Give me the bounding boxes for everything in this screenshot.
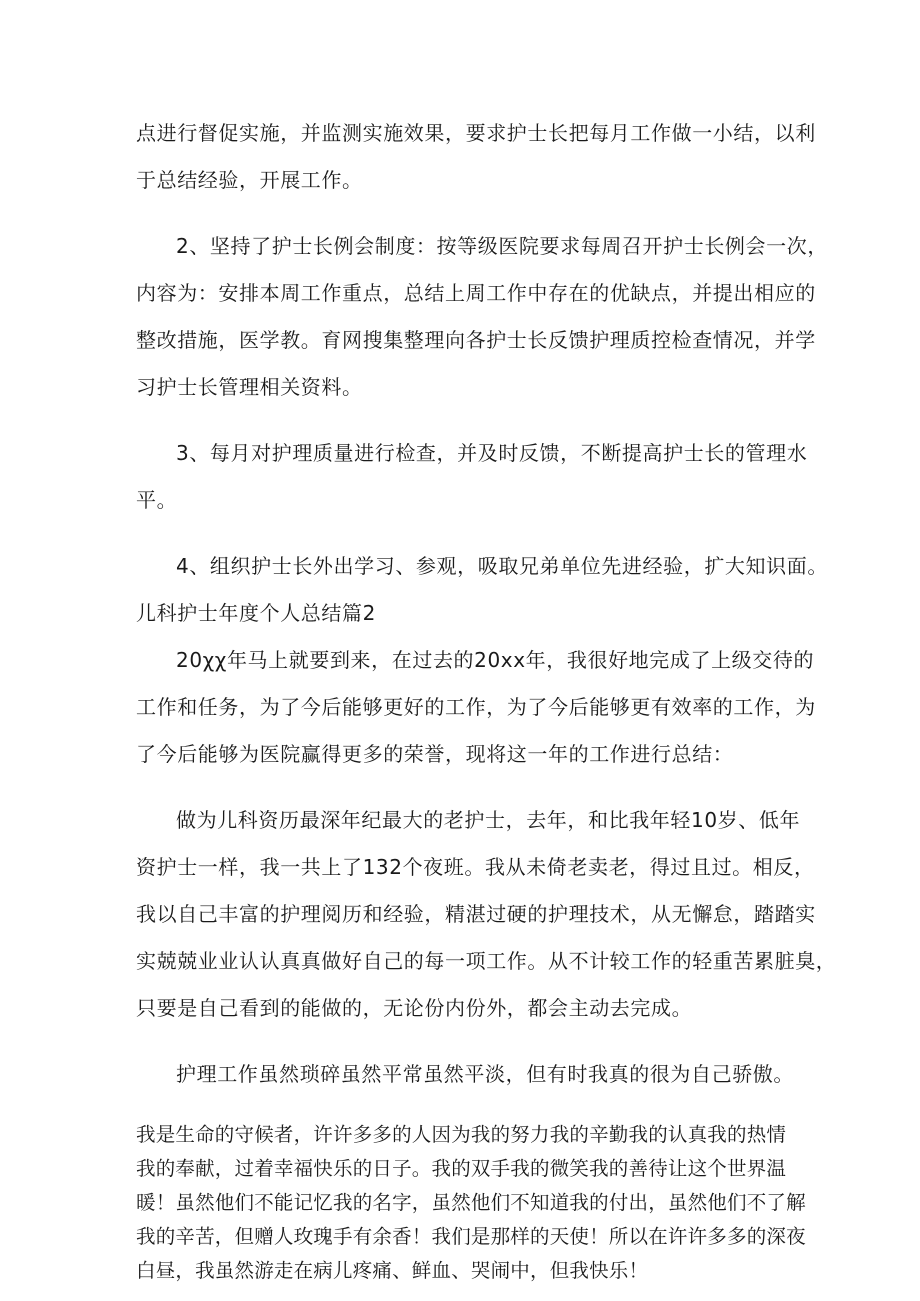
text-line: 20χχ年马上就要到来，在过去的20xx年，我很好地完成了上级交待的: [176, 648, 815, 672]
paragraph-3: [136, 430, 808, 524]
paragraph-4: [136, 543, 828, 590]
text-line: 白昼，我虽然游走在病儿疼痛、鲜血、哭闹中，但我快乐！: [136, 1259, 649, 1282]
text-line: 整改措施，医学教。育网搜集整理向各护士长反馈护理质控检查情况，并学: [136, 328, 816, 352]
paragraph-5: [136, 637, 816, 778]
text-line: 只要是自己看到的能做的，无论份内份外，都会主动去完成。: [136, 996, 693, 1020]
text-line: 我的辛苦，但赠人玫瑰手有余香！我们是那样的天使！所以在许许多多的深夜: [136, 1225, 806, 1248]
paragraph-1: [136, 110, 816, 204]
text-line: 实兢兢业业认认真真做好自己的每一项工作。从不计较工作的轻重苦累脏臭，: [136, 949, 837, 973]
text-line: 我是生命的守候者，许许多多的人因为我的努力我的辛勤我的认真我的热情: [136, 1123, 787, 1146]
text-line: 资护士一样，我一共上了132个夜班。我从未倚老卖老，得过且过。相反，: [136, 855, 815, 879]
text-line: 3、每月对护理质量进行检查，并及时反馈，不断提高护士长的管理水: [176, 441, 808, 465]
closing-paragraph: [136, 1118, 806, 1288]
text-line: 我以自己丰富的护理阅历和经验，精湛过硬的护理技术，从无懈怠，踏踏实: [136, 902, 816, 926]
paragraph-2: [136, 223, 828, 411]
text-line: 2、坚持了护士长例会制度：按等级医院要求每周召开护士长例会一次，: [176, 234, 828, 258]
text-line: 平。: [136, 488, 178, 512]
section-heading: 儿科护士年度个人总结篇2: [136, 601, 376, 625]
text-line: 做为儿科资历最深年纪最大的老护士，去年，和比我年轻10岁、低年: [176, 808, 801, 832]
text-line: 暖！虽然他们不能记忆我的名字，虽然他们不知道我的付出，虽然他们不了解: [136, 1191, 806, 1214]
text-line: 工作和任务，为了今后能够更好的工作，为了今后能够更有效率的工作，为: [136, 695, 816, 719]
document-page: [136, 110, 837, 1288]
text-line: 了今后能够为医院赢得更多的荣誉，现将这一年的工作进行总结：: [136, 742, 734, 766]
text-line: 内容为：安排本周工作重点，总结上周工作中存在的优缺点，并提出相应的: [136, 281, 816, 305]
paragraph-6: [136, 797, 837, 1032]
text-line: 我的奉献，过着幸福快乐的日子。我的双手我的微笑我的善待让这个世界温: [136, 1157, 787, 1180]
text-line: 习护士长管理相关资料。: [136, 375, 363, 399]
paragraph-7: [136, 1051, 796, 1098]
text-line: 4、组织护士长外出学习、参观，吸取兄弟单位先进经验，扩大知识面。: [176, 554, 828, 578]
text-line: 护理工作虽然琐碎虽然平常虽然平淡，但有时我真的很为自己骄傲。: [176, 1062, 794, 1086]
text-line: 于总结经验，开展工作。: [136, 168, 363, 192]
text-line: 点进行督促实施，并监测实施效果，要求护士长把每月工作做一小结，以利: [136, 121, 816, 145]
